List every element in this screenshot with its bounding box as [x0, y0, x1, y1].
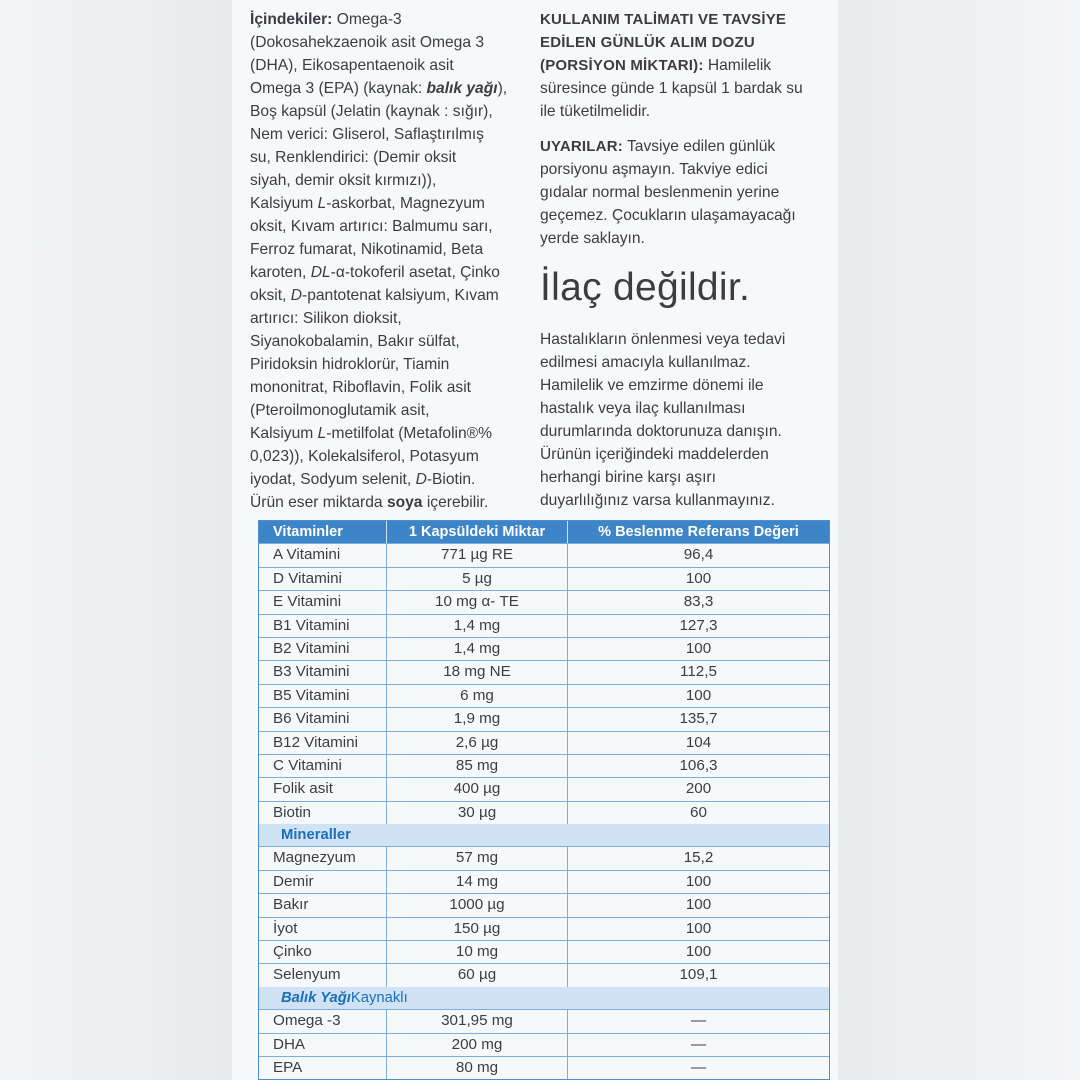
reference-value-percent: 127,3	[679, 616, 718, 634]
minerals-section-header: Mineraller	[259, 824, 829, 847]
amount-per-capsule: 57 mg	[387, 847, 568, 869]
usage-heading-1: KULLANIM TALİMATI VE TAVSİYE	[540, 11, 787, 28]
nutrient-name: B12 Vitamini	[259, 732, 387, 754]
amount-per-capsule: 5 µg	[387, 568, 568, 590]
nutrient-name: Folik asit	[259, 778, 387, 800]
nutrient-name: B2 Vitamini	[259, 638, 387, 660]
table-row	[259, 871, 829, 894]
amount-per-capsule: 1,9 mg	[387, 708, 568, 730]
amount-per-capsule: 14 mg	[387, 871, 568, 893]
reference-value-percent: —	[690, 1035, 707, 1053]
amount-per-capsule: 2,6 µg	[387, 732, 568, 754]
amount-per-capsule: 1000 µg	[387, 894, 568, 916]
table-row	[259, 685, 829, 708]
not-drug-statement: İlaç değildir.	[540, 266, 751, 309]
reference-value-percent: 100	[685, 686, 712, 704]
usage-heading-2: EDİLEN GÜNLÜK ALIM DOZU	[540, 34, 755, 51]
table-row	[259, 1034, 829, 1057]
reference-value-percent: 112,5	[680, 663, 717, 681]
nutrient-name: E Vitamini	[259, 591, 387, 613]
ingredients-label: İçindekiler:	[250, 11, 333, 28]
table-row	[259, 615, 829, 638]
nutrient-name: Selenyum	[259, 964, 387, 986]
amount-per-capsule: 60 µg	[387, 964, 568, 986]
reference-value-percent: 83,3	[683, 593, 714, 611]
reference-value-percent: 104	[685, 733, 712, 751]
usage-column: KULLANIM TALİMATI VE TAVSİYE EDİLEN GÜNLÜK ALIM DOZU (PORSİYON MİKTARI): Hamilelik süresince günde 1 kapsül 1 bardak su ile tüketilmelidir. UYARILAR: Tavsiye edilen günlük porsiyonu aşmayın. Takviye edici gıdalar normal beslenmenin yerine geçemez. Çocukların ulaşamayacağı yerde saklayın. İlaç değildir. Hastalıkların önlenmesi veya tedavi edilmesi amacıyla kullanılmaz. Hamilelik ve emzirme dönemi ile hastalık veya ilaç kullanılması durumlarında doktorunuza danışın. Ürünün içeriğindeki maddelerden herhangi birine karşı aşırı duyarlılığınız varsa kullanmayınız.	[540, 8, 830, 512]
table-row	[259, 964, 829, 986]
table-row	[259, 941, 829, 964]
ingredients-text: İçindekiler: Omega-3 (Dokosahekzaenoik asit Omega 3 (DHA), Eikosapentaenoik asit Omega 3 (EPA) (kaynak: balık yağı), Boş kapsül (Jelatin (kaynak : sığır), Nem verici: Gliserol, Saflaştırılmış su, Renklendirici: (Demir oksit siyah, demir oksit kırmızı)), Kalsiyum L-askorbat, Magnezyum oksit, Kıvam artırıcı: Balmumu sarı, Ferroz fumarat, Nikotinamid, Beta karoten, DL-α-tokoferil asetat, Çinko oksit, D-pantotenat kalsiyum, Kıvam artırıcı: Silikon dioksit, Siyanokobalamin, Bakır sülfat, Piridoksin hidroklorür, Tiamin mononitrat, Riboflavin, Folik asit (Pteroilmonoglutamik asit, Kalsiyum L-metilfolat (Metafolin®% 0,023)), Kolekalsiferol, Potasyum iyodat, Sodyum selenit, D-Biotin. Ürün eser miktarda soya içerebilir.	[250, 11, 508, 511]
amount-per-capsule: 150 µg	[387, 918, 568, 940]
table-row	[259, 708, 829, 731]
reference-value-percent: 100	[685, 896, 712, 914]
warnings-heading: UYARILAR:	[540, 138, 623, 155]
reference-value-percent: 106,3	[679, 756, 718, 774]
reference-value-percent: 100	[685, 569, 712, 587]
reference-value-percent: 109,1	[679, 966, 718, 984]
table-row	[259, 755, 829, 778]
table-row	[259, 568, 829, 591]
reference-value-percent: 15,2	[683, 849, 714, 867]
table-row	[259, 1010, 829, 1033]
amount-per-capsule: 80 mg	[387, 1057, 568, 1079]
carton-left-edge	[0, 0, 232, 1080]
table-row	[259, 661, 829, 684]
table-row	[259, 918, 829, 941]
amount-per-capsule: 1,4 mg	[387, 638, 568, 660]
nutrient-name: Biotin	[259, 802, 387, 824]
table-row	[259, 1057, 829, 1079]
table-row	[259, 544, 829, 567]
nutrient-name: B5 Vitamini	[259, 685, 387, 707]
reference-value-percent: —	[690, 1012, 707, 1030]
amount-per-capsule: 200 mg	[387, 1034, 568, 1056]
nutrient-name: DHA	[259, 1034, 387, 1056]
amount-per-capsule: 10 mg	[387, 941, 568, 963]
amount-per-capsule: 301,95 mg	[387, 1010, 568, 1032]
nutrient-name: A Vitamini	[259, 544, 387, 566]
table-row	[259, 847, 829, 870]
disclaimer-text: Hastalıkların önlenmesi veya tedavi edilmesi amacıyla kullanılmaz. Hamilelik ve emzirme dönemi ile hastalık veya ilaç kullanılması durumlarında doktorunuza danışın. Ürünün içeriğindeki maddelerden herhangi birine karşı aşırı duyarlılığınız varsa kullanmayınız.	[540, 331, 786, 509]
table-row	[259, 638, 829, 661]
nutrient-name: Magnezyum	[259, 847, 387, 869]
table-header: Vitaminler 1 Kapsüldeki Miktar % Beslenme Referans Değeri	[259, 521, 829, 544]
amount-per-capsule: 30 µg	[387, 802, 568, 824]
fish-oil-section-header: Balık Yağı Kaynaklı	[259, 987, 829, 1010]
reference-value-percent: 100	[685, 639, 712, 657]
table-row	[259, 591, 829, 614]
nutrient-name: EPA	[259, 1057, 387, 1079]
table-row	[259, 894, 829, 917]
nutrient-name: Bakır	[259, 894, 387, 916]
table-row	[259, 732, 829, 755]
reference-value-percent: 200	[685, 780, 712, 798]
table-row	[259, 778, 829, 801]
usage-heading-3: (PORSİYON MİKTARI):	[540, 57, 704, 74]
reference-value-percent: —	[690, 1058, 707, 1076]
amount-per-capsule: 1,4 mg	[387, 615, 568, 637]
amount-per-capsule: 10 mg α- TE	[387, 591, 568, 613]
nutrition-table	[258, 520, 830, 1080]
amount-per-capsule: 6 mg	[387, 685, 568, 707]
amount-per-capsule: 400 µg	[387, 778, 568, 800]
nutrient-name: Omega -3	[259, 1010, 387, 1032]
nutrient-name: İyot	[259, 918, 387, 940]
reference-value-percent: 96,4	[683, 546, 714, 564]
carton-right-edge	[838, 0, 1080, 1080]
reference-value-percent: 100	[685, 872, 712, 890]
nutrient-name: D Vitamini	[259, 568, 387, 590]
amount-per-capsule: 85 mg	[387, 755, 568, 777]
nutrient-name: Çinko	[259, 941, 387, 963]
reference-value-percent: 100	[685, 919, 712, 937]
reference-value-percent: 100	[685, 943, 712, 961]
reference-value-percent: 135,7	[679, 710, 718, 728]
reference-value-percent: 60	[690, 803, 707, 821]
amount-per-capsule: 771 µg RE	[387, 544, 568, 566]
nutrient-name: Demir	[259, 871, 387, 893]
nutrient-name: B1 Vitamini	[259, 615, 387, 637]
table-row	[259, 802, 829, 824]
amount-per-capsule: 18 mg NE	[387, 661, 568, 683]
nutrient-name: B6 Vitamini	[259, 708, 387, 730]
nutrient-name: C Vitamini	[259, 755, 387, 777]
nutrient-name: B3 Vitamini	[259, 661, 387, 683]
